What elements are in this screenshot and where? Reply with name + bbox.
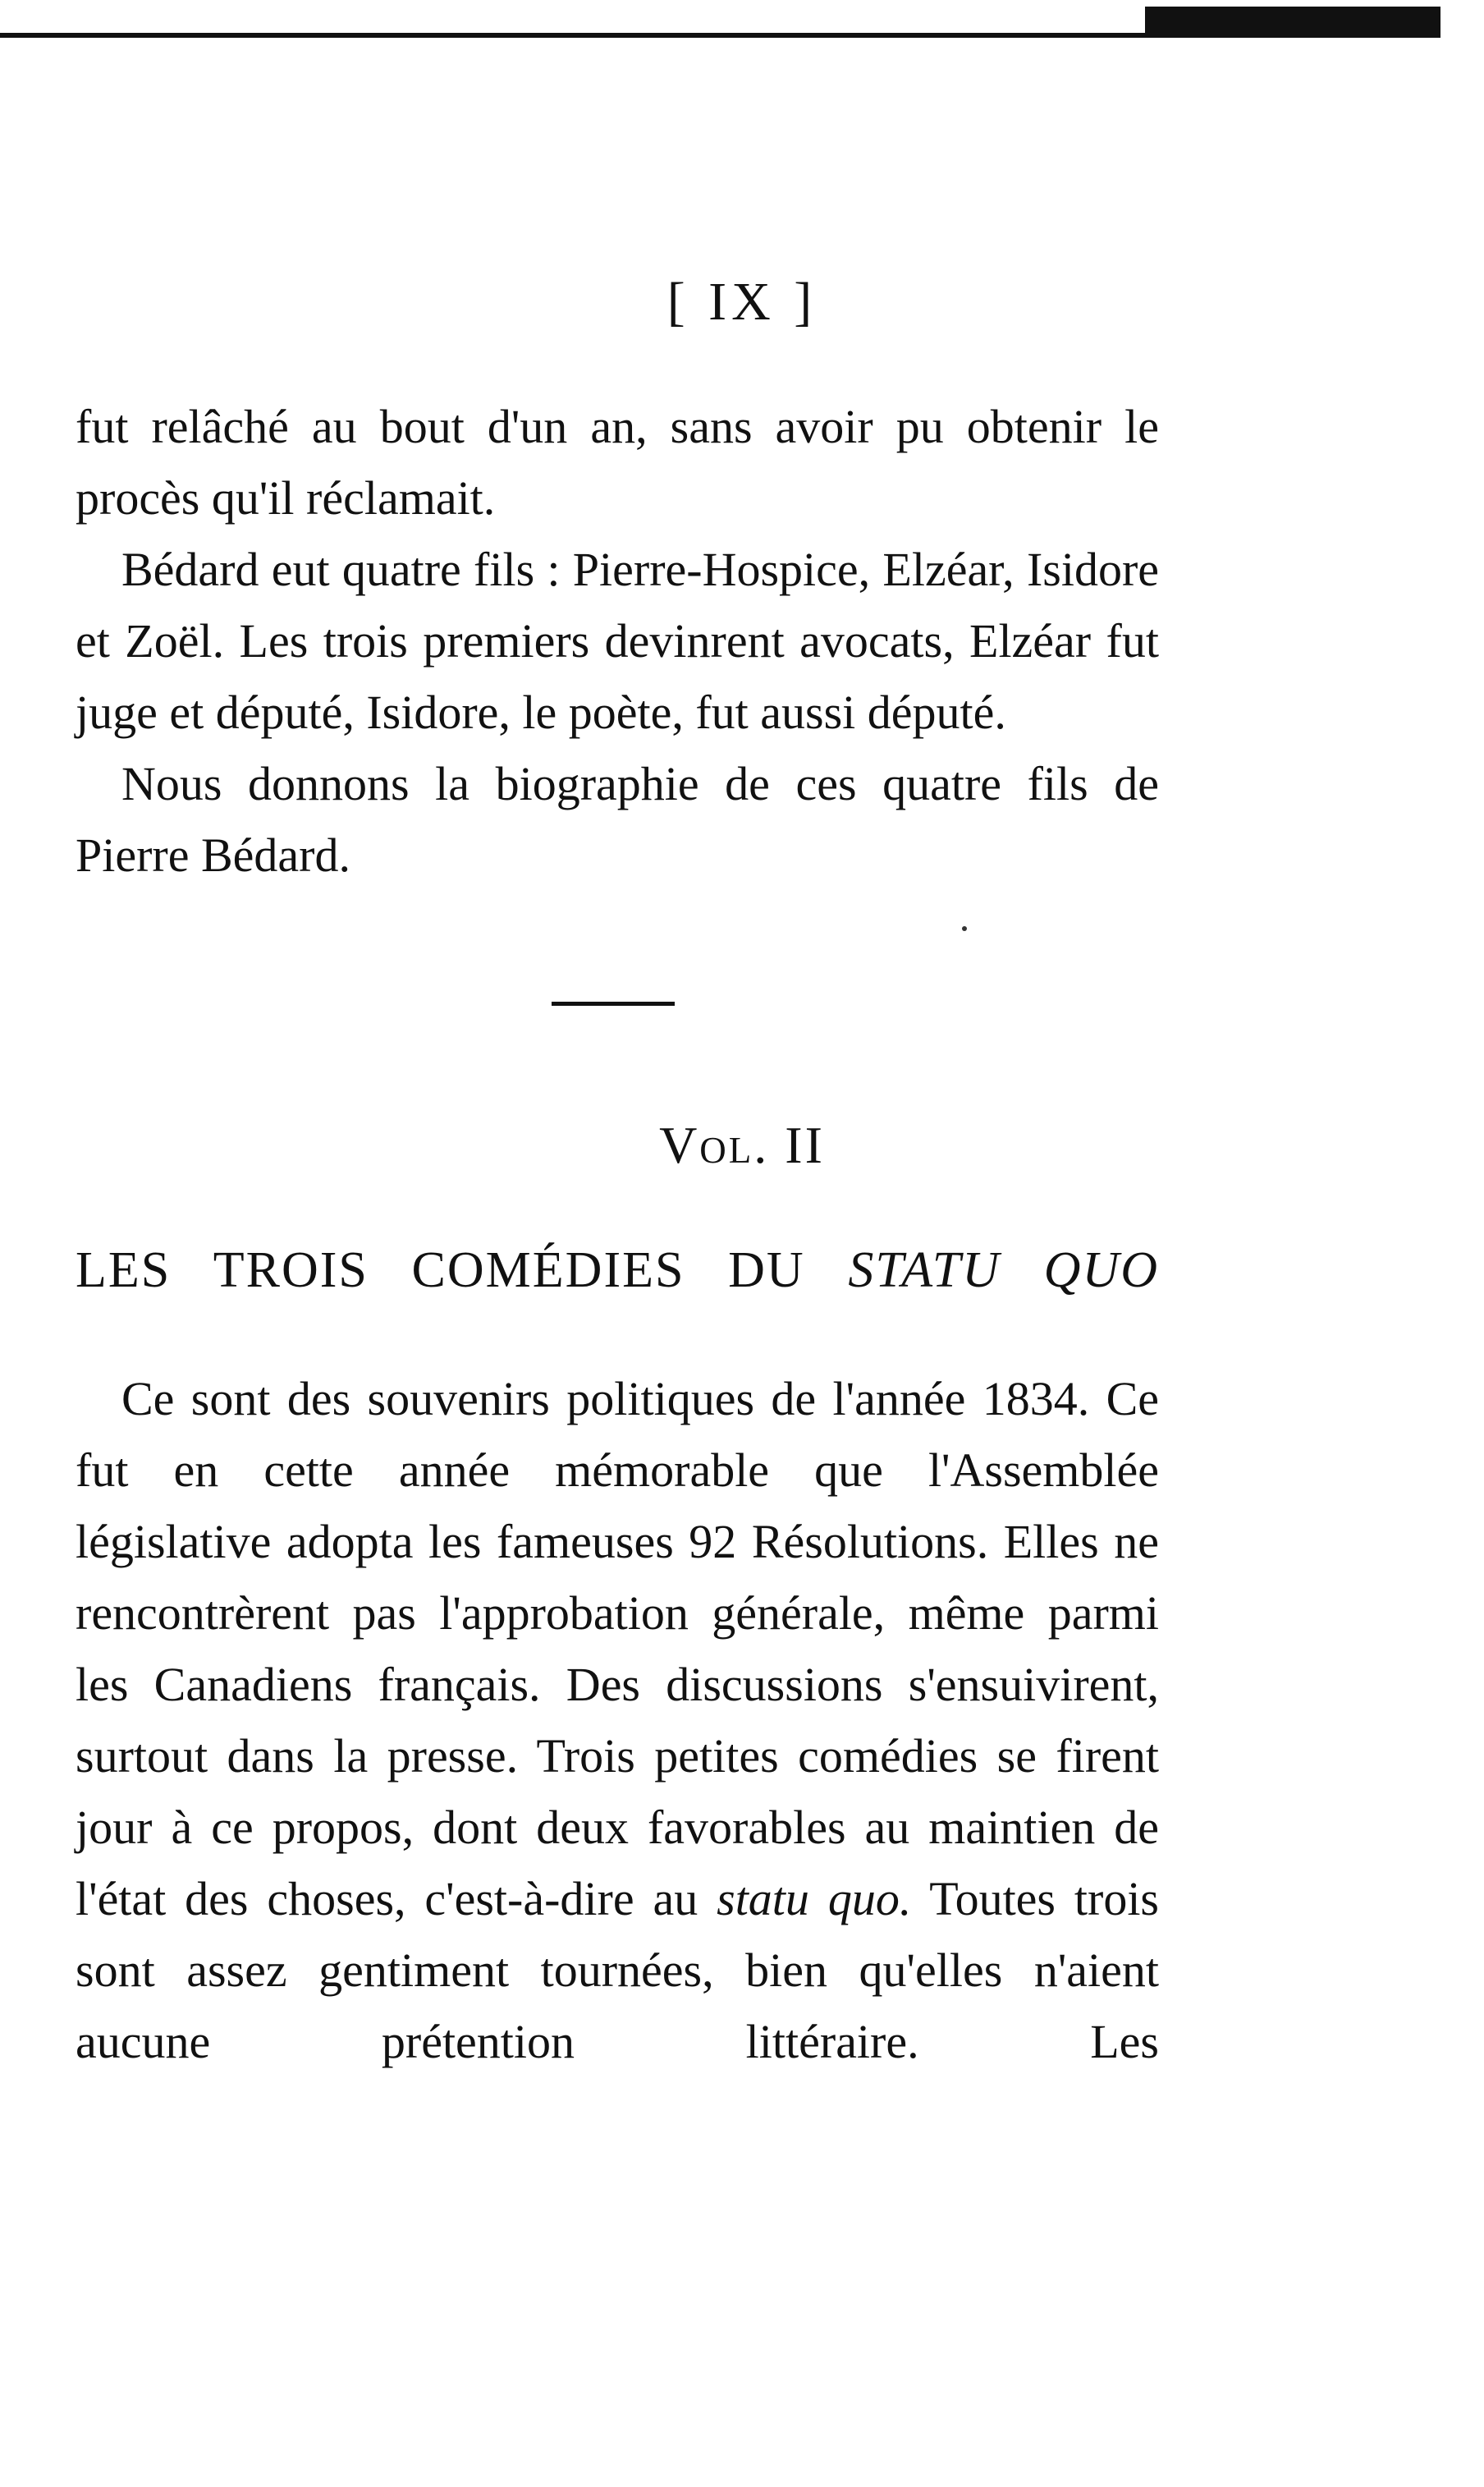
section-title (76, 1241, 1159, 1300)
section-separator (552, 1002, 675, 1006)
paragraph (76, 1363, 1159, 2077)
top-rule (0, 0, 1440, 38)
volume-heading: Vol. II (659, 1116, 825, 1174)
paragraph: fut relâché au bout d'un an, sans avoir pu obtenir le procès qu'il réclamait. (76, 400, 1159, 525)
text-block-bottom (76, 1363, 1159, 2077)
ink-speck (962, 926, 967, 931)
section-title-prefix: LES TROIS COMÉDIES DU (76, 1242, 805, 1298)
paragraph-text: Ce sont des souvenirs politiques de l'année 1834. Ce fut en cette année mémorable que l'Assemblée législative adopta les fameuses 92 Résolutions. Elles ne rencontrèrent pas l'approbation générale, même parmi les Canadiens français. Des discussions s'ensuivirent, surtout dans la presse. Trois petites comédies se firent jour à ce propos, dont deux favorables au maintien de l'état des choses, c'est-à-dire au (76, 1372, 1159, 1925)
paragraph: Bédard eut quatre fils : Pierre-Hospice, Elzéar, Isidore et Zoël. Les trois premiers devinrent avocats, Elzéar fut juge et député, Isidore, le poète, fut aussi député. (76, 543, 1159, 739)
text-block-top (76, 391, 1159, 891)
section-title-italic: STATU QUO (848, 1242, 1159, 1298)
page-number: [ IX ] (666, 272, 818, 332)
paragraph-text: Toutes trois sont assez gentiment tournées, bien qu'elles n'aient aucune prétention littéraire. Les (76, 1872, 1160, 2068)
paragraph-italic: statu quo. (717, 1872, 912, 1925)
paragraph: Nous donnons la biographie de ces quatre fils de Pierre Bédard. (76, 757, 1159, 882)
